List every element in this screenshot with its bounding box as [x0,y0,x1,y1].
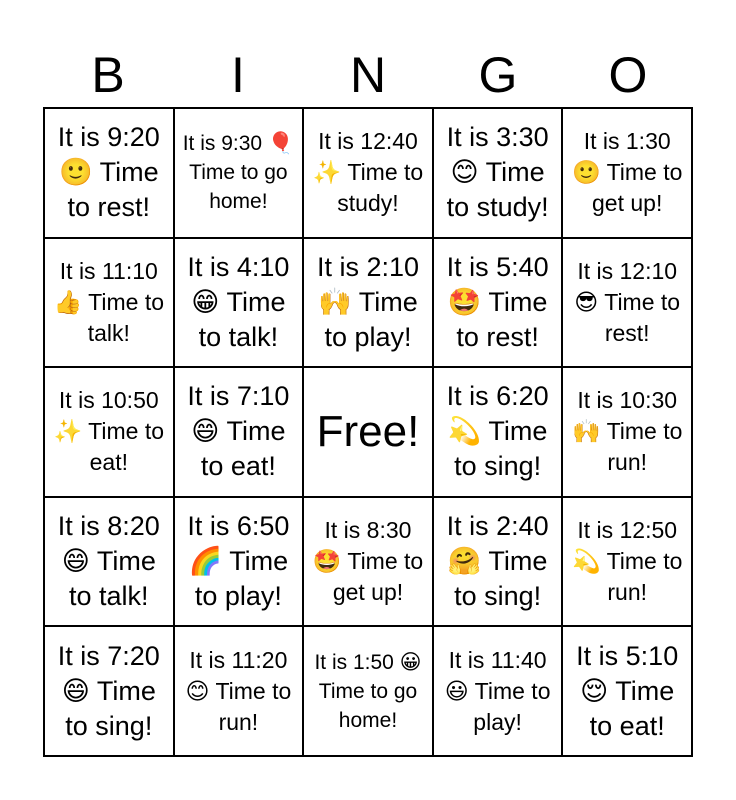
bingo-cell: It is 6:50 🌈 Time to play! [174,497,304,627]
bingo-cell: It is 7:20 😄 Time to sing! [44,626,174,756]
bingo-cell: It is 1:50 😀 Time to go home! [303,626,433,756]
bingo-cell: It is 12:50 💫 Time to run! [562,497,692,627]
bingo-cell: It is 10:30 🙌 Time to run! [562,367,692,497]
bingo-cell: It is 3:30 😊 Time to study! [433,108,563,238]
header-letter-n: N [349,47,387,103]
bingo-cell: It is 4:10 😁 Time to talk! [174,238,304,368]
bingo-cell: It is 11:10 👍 Time to talk! [44,238,174,368]
bingo-cell: It is 1:30 🙂 Time to get up! [562,108,692,238]
bingo-cell: It is 10:50 ✨ Time to eat! [44,367,174,497]
bingo-cell: It is 11:20 😊 Time to run! [174,626,304,756]
bingo-cell: It is 11:40 😃 Time to play! [433,626,563,756]
bingo-cell: It is 9:30 🎈 Time to go home! [174,108,304,238]
header-letter-g: G [478,47,518,103]
bingo-cell: It is 5:40 🤩 Time to rest! [433,238,563,368]
bingo-cell: It is 7:10 😄 Time to eat! [174,367,304,497]
bingo-cell: It is 6:20 💫 Time to sing! [433,367,563,497]
bingo-header [43,42,693,108]
bingo-cell: It is 2:10 🙌 Time to play! [303,238,433,368]
header-letter-o: O [608,47,648,103]
header-letter-i: I [231,47,245,103]
free-cell: Free! [303,367,433,497]
bingo-cell: It is 2:40 🤗 Time to sing! [433,497,563,627]
bingo-board [43,107,693,757]
header-letter-b: B [91,47,125,103]
bingo-cell: It is 5:10 😌 Time to eat! [562,626,692,756]
bingo-cell: It is 12:40 ✨ Time to study! [303,108,433,238]
bingo-cell: It is 12:10 😎 Time to rest! [562,238,692,368]
bingo-cell: It is 8:30 🤩 Time to get up! [303,497,433,627]
bingo-cell: It is 8:20 😄 Time to talk! [44,497,174,627]
bingo-cell: It is 9:20 🙂 Time to rest! [44,108,174,238]
